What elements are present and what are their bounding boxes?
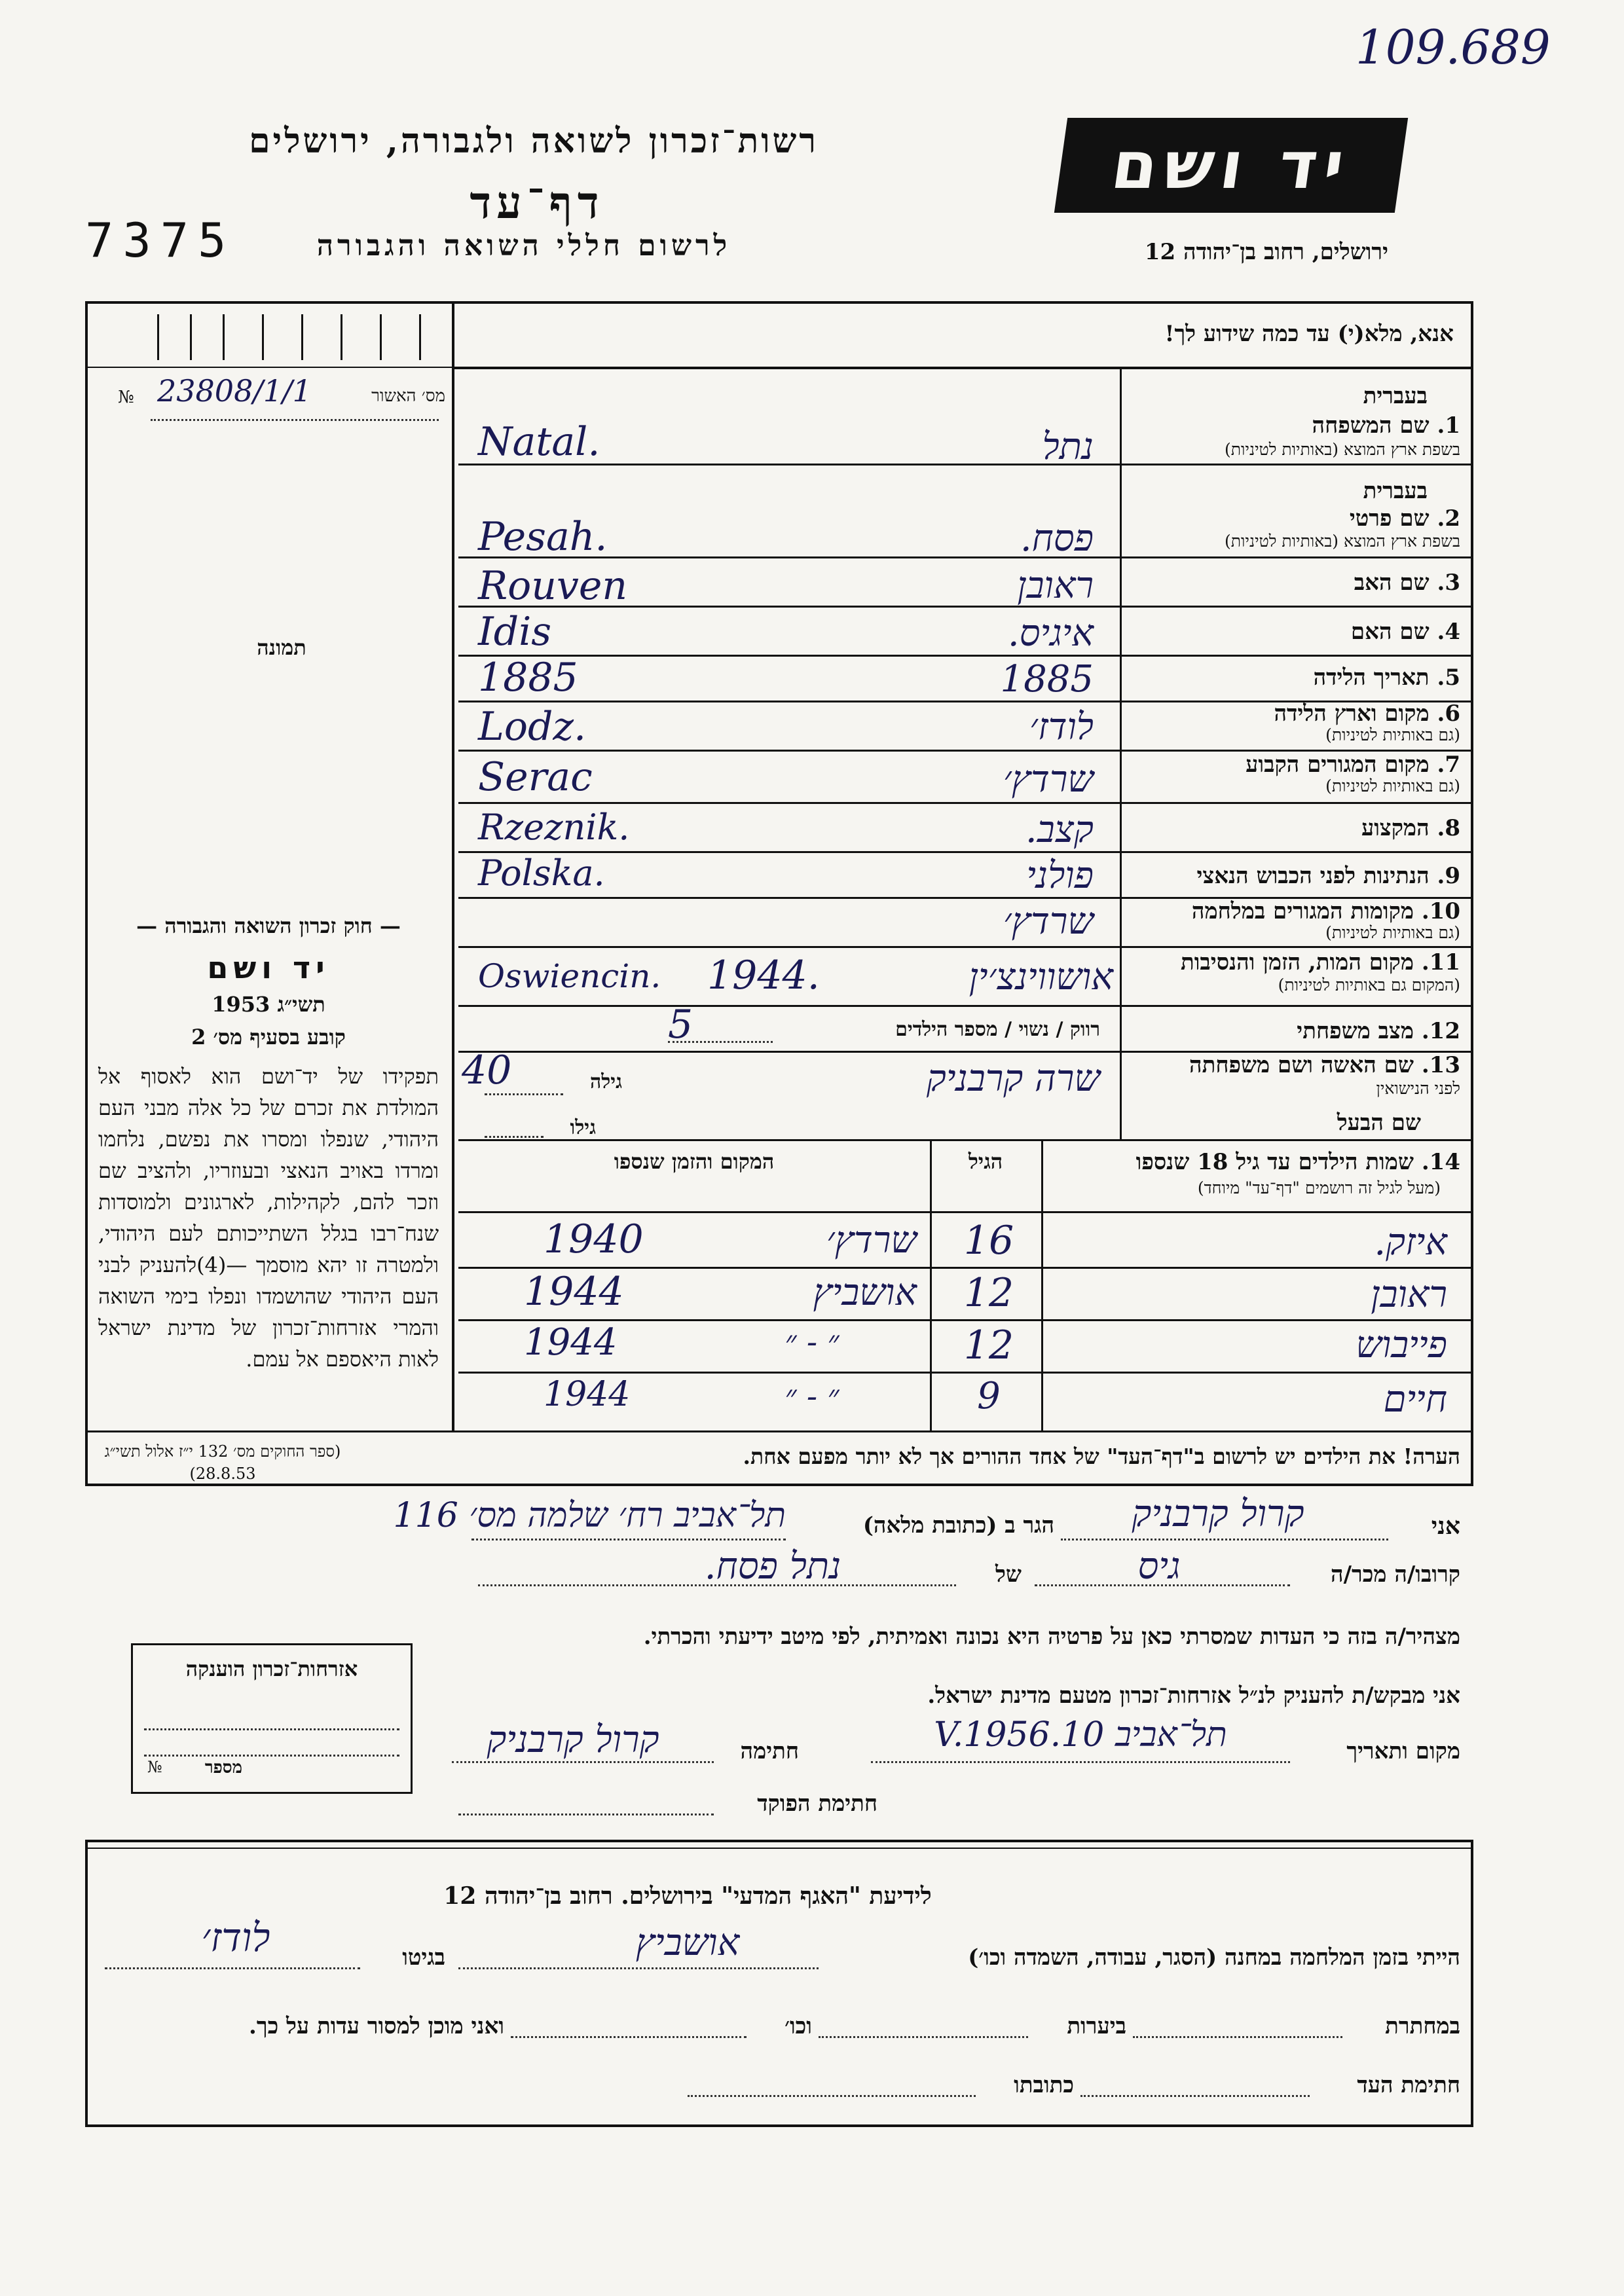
- child-place[interactable]: שרדץ׳: [826, 1219, 917, 1262]
- field-3-latin[interactable]: Rouven: [478, 563, 627, 609]
- wife-age-label: גילה: [589, 1070, 622, 1093]
- law-clause: קובע בסעיף מס׳ 2: [191, 1025, 346, 1049]
- citizenship-title: אזרחות־זכרון הוענקה: [185, 1656, 358, 1681]
- archive-etc: וכו׳: [784, 2013, 812, 2039]
- husband-label: שם הבעל: [1337, 1110, 1421, 1136]
- declarant-name[interactable]: קרול קרבניק: [1132, 1493, 1304, 1535]
- field-5-latin[interactable]: 1885: [478, 655, 578, 701]
- field-9-hebrew[interactable]: פולני: [1026, 854, 1094, 897]
- law-logo: יד ושם: [207, 950, 330, 985]
- archive-forests: ביערות: [1067, 2013, 1126, 2039]
- ghetto-label: בגיטו: [402, 1944, 445, 1971]
- child-name[interactable]: חיים: [1383, 1378, 1447, 1421]
- declarant-address[interactable]: תל־אביב רח׳ שלמה מס׳ 116: [393, 1496, 786, 1535]
- org-name: רשות־זכרון לשואה ולגבורה, ירושלים: [249, 121, 819, 161]
- field-7-hebrew[interactable]: שרדץ׳: [1003, 758, 1094, 801]
- field-9-label: 9. הנתינות לפני הכבוש הנאצי: [1196, 863, 1460, 889]
- resides-label: הגר ב (כתובת מלאה): [862, 1512, 1054, 1539]
- place-date-label: מקום ותאריך: [1346, 1738, 1460, 1764]
- law-title: — חוק זכרון השואה והגבורה —: [136, 913, 401, 938]
- field-2-hebrew[interactable]: פסח.: [1020, 517, 1094, 560]
- stamp-number: 7375: [85, 213, 236, 268]
- yad-vashem-logo: יד ושם: [1054, 118, 1408, 213]
- field-8-latin[interactable]: Rzeznik.: [478, 807, 630, 848]
- archive-ready: ואני מוכן למסור עדות על כך.: [249, 2013, 504, 2039]
- wife-name[interactable]: שרה קרבניק: [926, 1057, 1100, 1100]
- col-age: הגיל: [968, 1149, 1003, 1174]
- field-13-sub: לפני הנישואין: [1376, 1079, 1460, 1098]
- child-name[interactable]: ראובן: [1371, 1273, 1447, 1316]
- field-11-year[interactable]: 1944.: [707, 953, 820, 998]
- field-12-children[interactable]: 5: [668, 1002, 693, 1048]
- child-age[interactable]: 9: [977, 1375, 1001, 1417]
- child-age[interactable]: 12: [963, 1322, 1014, 1368]
- child-age[interactable]: 12: [963, 1270, 1014, 1316]
- child-place[interactable]: אושביץ: [813, 1271, 917, 1314]
- field-14-sub: (מעל לגיל זה רושמים "דף־עד" מיוחד): [1197, 1178, 1441, 1197]
- field-4-label: 4. שם האם: [1350, 619, 1460, 645]
- photo-label: תמונה: [257, 635, 306, 660]
- relative-label: קרובו/ה מכר/ה: [1331, 1561, 1460, 1588]
- camp-name[interactable]: אושביץ: [635, 1922, 740, 1964]
- of-label: של: [995, 1561, 1022, 1588]
- law-text: תפקידו של יד־ושם הוא לאסוף אל המולדת את זכרם של כל אלה מבני העם היהודי, שנפלו ומסרו את נפשם, נלחמו ומרדו באויב הנאצי ובעוזריו, ולהציב שם וזכר להם, לקהילות, לארגונים ולמוסדות שנח־רבו בגלל השתייכותם לעם היהודי, ולמטרה זו יהא מוסמך —(4)להעניק לבני העם היהודי שהושמדו ונפלו בימי השואה והמרי אזרחות־זכרון של מדינת ישראל לאות היאספם אל עמם.: [98, 1064, 439, 1372]
- archive-title: לידיעת "האגף המדעי" בירושלים. רחוב בן־יהודה 12: [443, 1882, 932, 1910]
- archive-line1: הייתי בזמן המלחמה במחנה (הסגר, עבודה, השמדה וכו׳): [968, 1944, 1460, 1971]
- field-6-latin[interactable]: Lodz.: [478, 704, 587, 750]
- child-year[interactable]: 1944: [544, 1375, 631, 1414]
- field-1-sub: בשפת ארץ המוצא (באותיות לטיניות): [1225, 440, 1460, 459]
- field-11-latin[interactable]: Oswiencin.: [478, 957, 661, 995]
- field-4-hebrew[interactable]: איגיס.: [1007, 612, 1094, 655]
- child-year[interactable]: 1940: [544, 1216, 644, 1262]
- field-8-label: 8. המקצוע: [1361, 815, 1460, 841]
- field-10-sub: (גם באותיות לטיניות): [1325, 923, 1460, 942]
- child-age[interactable]: 16: [963, 1218, 1014, 1264]
- ghetto-name[interactable]: לודז׳: [201, 1915, 270, 1961]
- archive-number: 109.689: [1356, 20, 1551, 75]
- i-label: אני: [1431, 1512, 1460, 1540]
- signature[interactable]: קרול קרבניק: [487, 1719, 659, 1761]
- child-year[interactable]: 1944: [524, 1269, 624, 1315]
- law-year: תשי״ג 1953: [212, 992, 325, 1017]
- field-13-label: 13. שם האשה ושם משפחתה: [1189, 1052, 1460, 1078]
- child-name[interactable]: פייבוש: [1356, 1324, 1447, 1366]
- field-2-latin[interactable]: Pesah.: [478, 514, 608, 560]
- field-7-latin[interactable]: Serac: [478, 754, 593, 800]
- approval-number: 23808/1/1: [157, 373, 312, 409]
- relation[interactable]: גיס: [1137, 1545, 1181, 1588]
- field-1-latin[interactable]: Natal.: [478, 419, 600, 465]
- archive-underground: במחתרת: [1385, 2013, 1460, 2039]
- child-place[interactable]: ״ - ״: [784, 1378, 840, 1415]
- address: ירושלים, רחוב בן־יהודה 12: [1144, 239, 1388, 265]
- instruction: אנא, מלא(י) עד כמה שידוע לך!: [1164, 321, 1454, 347]
- field-8-hebrew[interactable]: קצב.: [1025, 809, 1094, 851]
- field-10-hebrew[interactable]: שרדץ׳: [1003, 900, 1094, 943]
- field-3-hebrew[interactable]: ראובן: [1017, 564, 1094, 607]
- form-subtitle: לרשום חללי השואה והגבורה: [316, 229, 731, 263]
- signature-label: חתימה: [740, 1738, 799, 1764]
- col-place: המקום והזמן שנספו: [614, 1149, 775, 1174]
- request: אני מבקש/ת להעניק לנ״ל אזרחות־זכרון מטעם מדינת ישראל.: [927, 1683, 1460, 1709]
- wife-age[interactable]: 40: [462, 1048, 512, 1093]
- official-label: חתימת הפוקד: [757, 1791, 877, 1817]
- child-year[interactable]: 1944: [524, 1321, 618, 1364]
- hebrew-header-2: בעברית: [1363, 478, 1428, 504]
- witness-signature-label: חתימת העד: [1357, 2072, 1460, 2098]
- husband-age-label: גילו: [570, 1116, 596, 1139]
- child-name[interactable]: איזק.: [1374, 1221, 1447, 1264]
- field-3-label: 3. שם האב: [1354, 570, 1460, 596]
- law-ref: (ספר החוקים מס׳ 132 י״ז אלול תשי״ג 28.8.53): [104, 1442, 341, 1483]
- child-place[interactable]: ״ - ״: [784, 1324, 840, 1360]
- field-12-options: רווק / נשוי / מספר הילדים: [895, 1018, 1100, 1041]
- witness-address-label: כתובתו: [1014, 2072, 1074, 2098]
- of-name[interactable]: נתל פסח.: [704, 1545, 841, 1588]
- field-6-sub: (גם באותיות לטיניות): [1325, 725, 1460, 744]
- field-2-sub: בשפת ארץ המוצא (באותיות לטיניות): [1225, 532, 1460, 551]
- place-date[interactable]: תל־אביב 10.V.1956: [934, 1715, 1227, 1755]
- statement: מצהיר/ה בזה כי העדות שמסרתי כאן על פרטיה היא נכונה ואמיתית, לפי מיטב ידיעתי והכרתי.: [643, 1624, 1460, 1650]
- field-10-label: 10. מקומות המגורים במלחמה: [1191, 898, 1460, 924]
- field-11-label: 11. מקום המות, הזמן והנסיבות: [1180, 949, 1460, 975]
- field-1-label: 1. שם המשפחה: [1312, 412, 1460, 439]
- form-title: דף־עד: [470, 177, 604, 229]
- hebrew-header-1: בעברית: [1363, 383, 1428, 409]
- field-5-hebrew[interactable]: 1885: [1000, 658, 1094, 701]
- citizenship-number-label: מספר: [204, 1758, 242, 1777]
- field-2-label: 2. שם פרטי: [1349, 505, 1460, 532]
- field-11-hebrew[interactable]: אושווינצ׳ין: [969, 956, 1113, 998]
- field-4-latin[interactable]: Idis: [478, 609, 552, 655]
- field-7-sub: (גם באותיות לטיניות): [1325, 776, 1460, 795]
- citizenship-no: №: [147, 1758, 162, 1776]
- field-7-label: 7. מקום המגורים הקבוע: [1246, 752, 1460, 778]
- field-1-hebrew[interactable]: נתל: [1042, 426, 1094, 468]
- field-12-label: 12. מצב משפחתי: [1297, 1018, 1460, 1044]
- field-6-hebrew[interactable]: לודז׳: [1029, 706, 1094, 748]
- field-6-label: 6. מקום וארץ הלידה: [1274, 701, 1460, 727]
- field-9-latin[interactable]: Polska.: [478, 852, 605, 894]
- field-5-label: 5. תאריך הלידה: [1313, 665, 1460, 691]
- note: הערה! את הילדים יש לרשום ב"דף־העד" של אחד ההורים אך לא יותר מפעם אחת.: [743, 1444, 1460, 1469]
- field-11-sub: (המקום גם באותיות לטיניות): [1278, 975, 1460, 994]
- field-14-label: 14. שמות הילדים עד גיל 18 שנספו: [1135, 1149, 1460, 1175]
- approval-label: מס׳ האשור: [371, 386, 445, 406]
